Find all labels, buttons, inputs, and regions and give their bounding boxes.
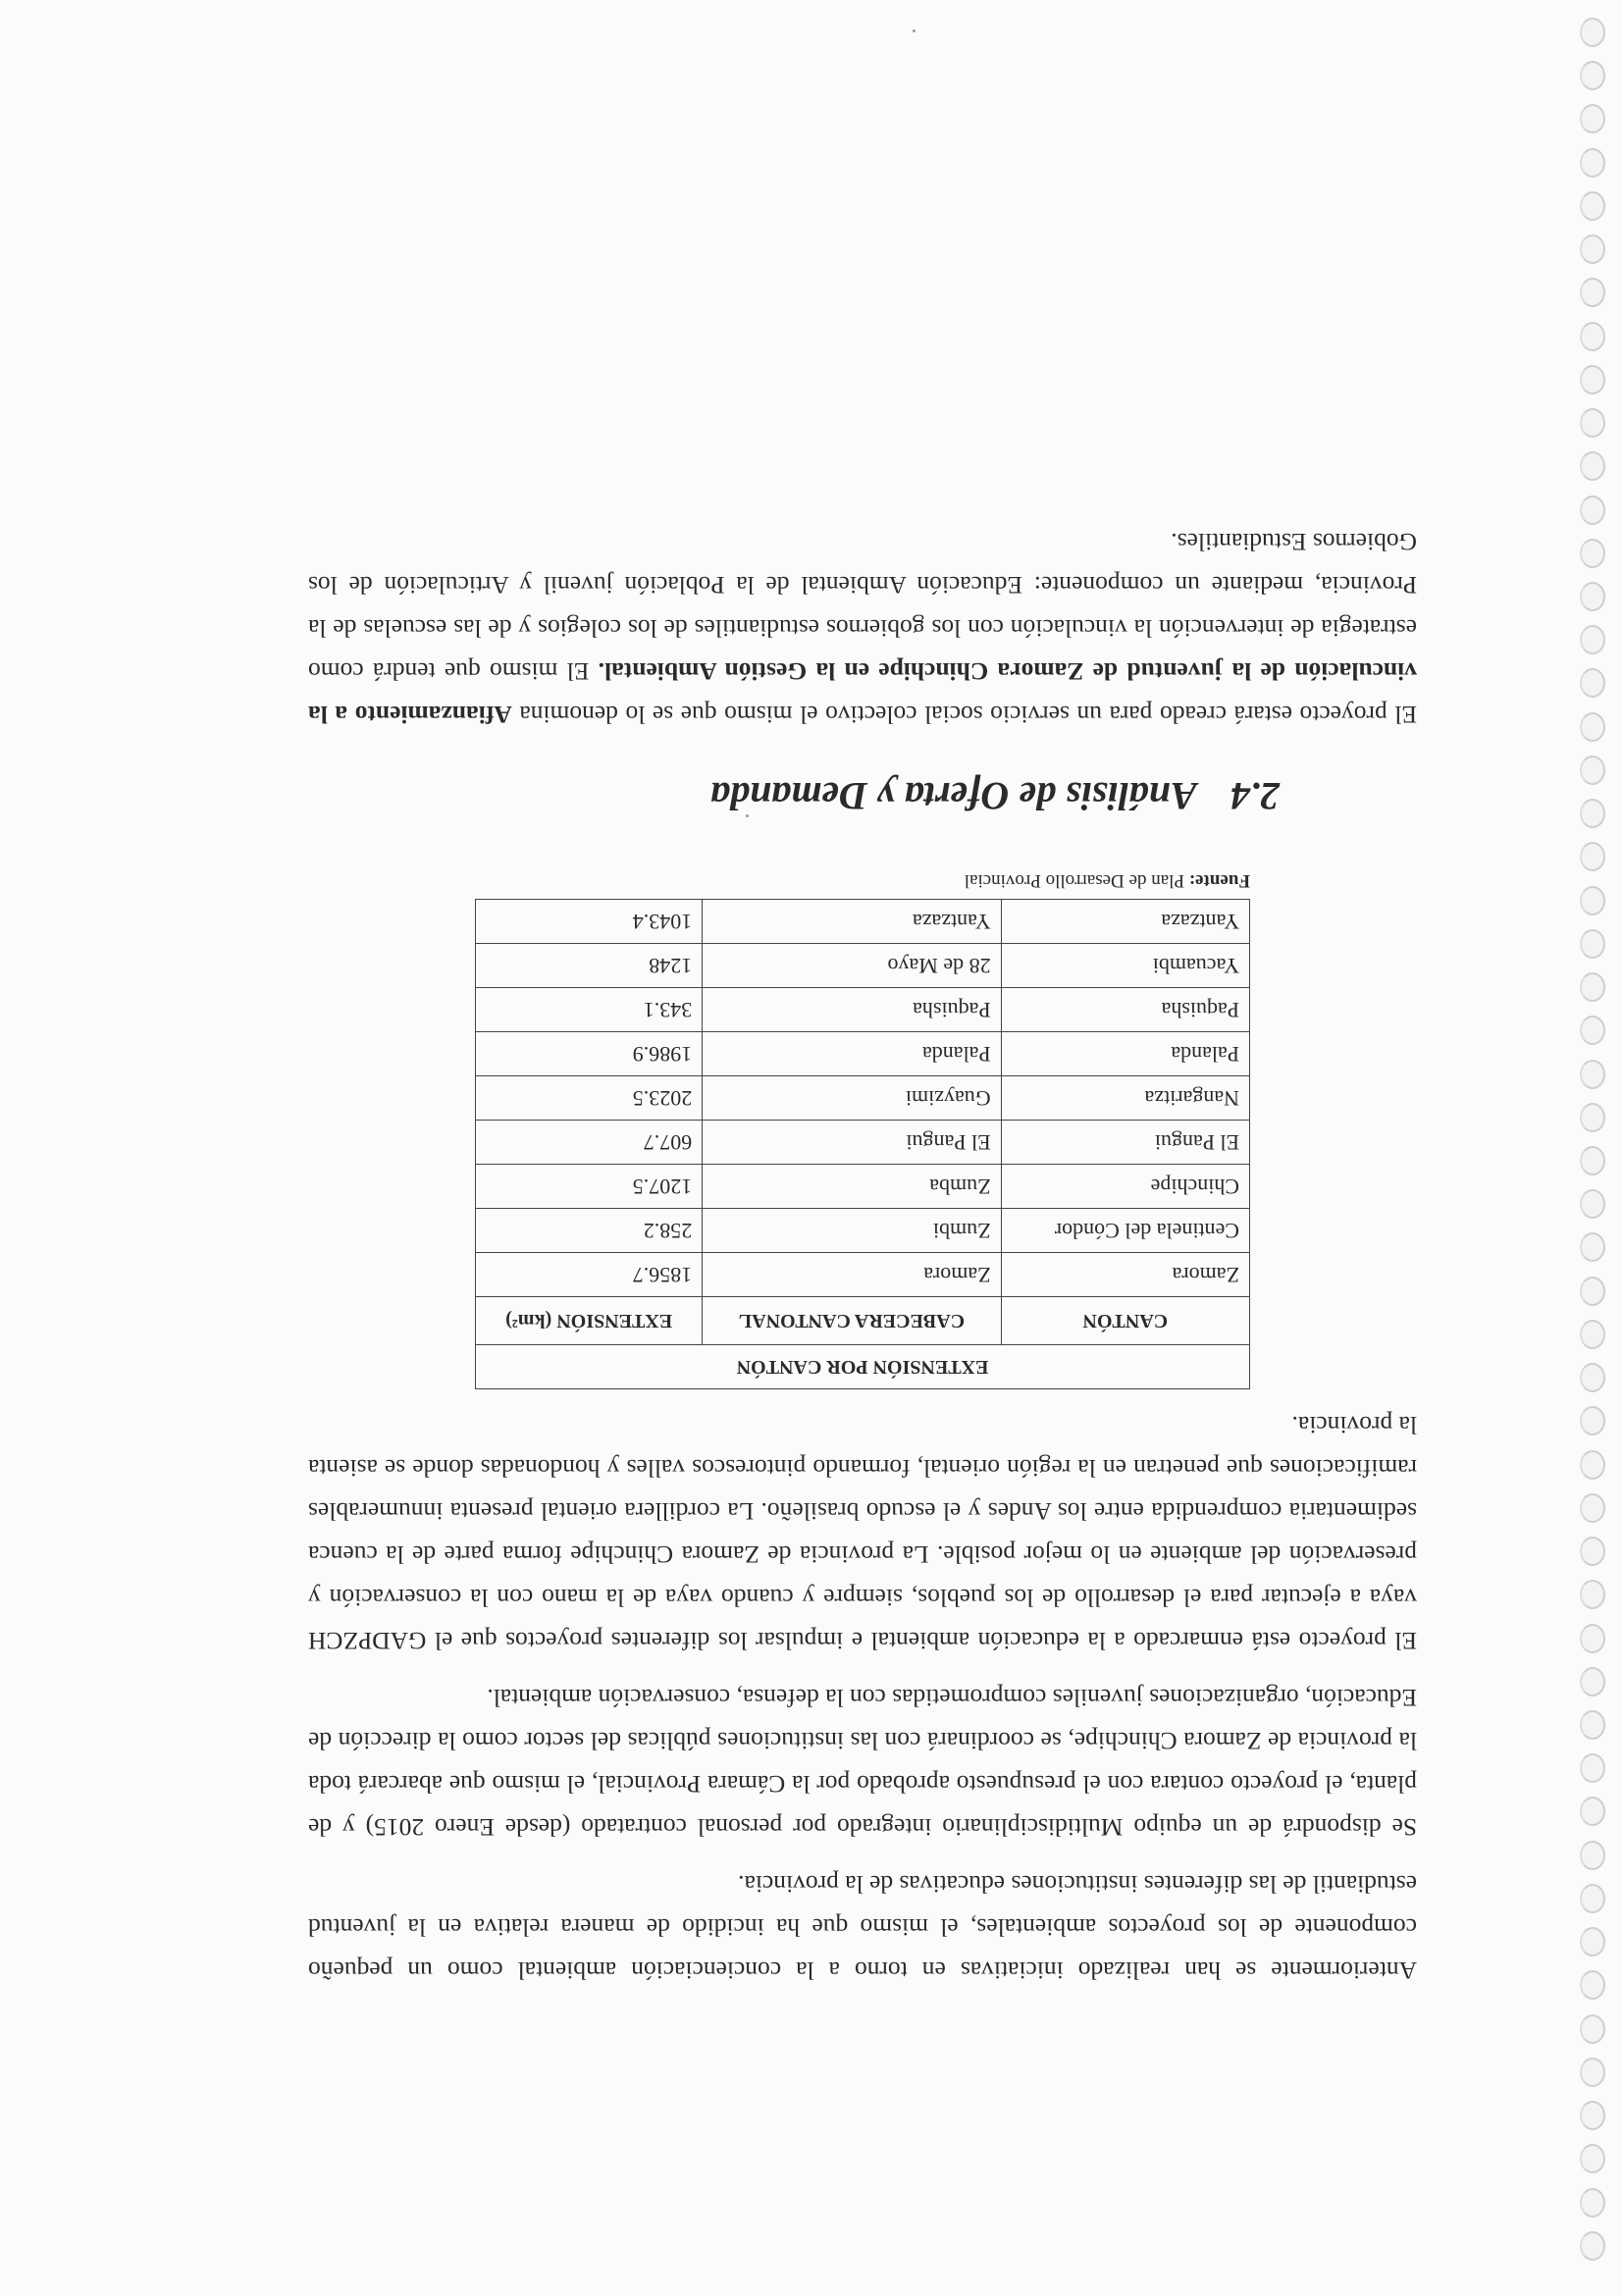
column-header: CABECERA CANTONAL — [703, 1297, 1001, 1345]
table-source — [475, 865, 1250, 895]
paragraph: Anteriormente se han realizado iniciativas en torno a la concienciación ambiental como un pequeño componente de los proyectos ambientales, el mismo que ha incidido de manera relativa en la juventud estudiantil de las diferentes instituciones educativas de la provincia. — [308, 1870, 1417, 1985]
table-cell: Centinela del Cóndor — [1001, 1209, 1249, 1253]
table-cell: 1856.7 — [476, 1253, 703, 1297]
table-cell: Zumbi — [703, 1209, 1001, 1253]
table-cell: Paquisha — [1001, 988, 1249, 1032]
table-cell: Zumba — [703, 1165, 1001, 1209]
table-row — [476, 900, 1250, 944]
table-cell: 1207.5 — [476, 1165, 703, 1209]
table-cell: Chinchipe — [1001, 1165, 1249, 1209]
table-cell: El Pangui — [1001, 1121, 1249, 1165]
table-row — [476, 1165, 1250, 1209]
table-cell: 28 de Mayo — [703, 944, 1001, 988]
table-row — [476, 1076, 1250, 1121]
table-cell: Guayzimi — [703, 1076, 1001, 1121]
table-cell: El Pangui — [703, 1121, 1001, 1165]
source-label: Fuente: — [1188, 870, 1250, 891]
document-body — [308, 506, 1417, 1992]
table-cell: 1986.9 — [476, 1032, 703, 1076]
table-cell: 1043.4 — [476, 900, 703, 944]
extension-table — [475, 899, 1250, 1389]
table-row — [476, 1209, 1250, 1253]
table-cell: Zamora — [703, 1253, 1001, 1297]
table-cell: Zamora — [1001, 1253, 1249, 1297]
table-cell: 343.1 — [476, 988, 703, 1032]
table-cell: 258.2 — [476, 1209, 703, 1253]
column-header: CANTÓN — [1001, 1297, 1249, 1345]
column-header: EXTENSIÓN (km²) — [476, 1297, 703, 1345]
paragraph-intro: El proyecto estará creado para un servicio social colectivo el mismo que se lo denomina — [519, 701, 1417, 729]
table-cell: Yantzaza — [703, 900, 1001, 944]
source-text: Plan de Desarrollo Provincial — [964, 870, 1184, 891]
table-row — [476, 988, 1250, 1032]
paragraph: El proyecto está enmarcado a la educación ambiental e impulsar los diferentes proyectos que el GADPZCH vaya a ejecutar para el desarrollo de los pueblos, siempre y cuando vaya de la mano con la conservación y preservación del ambiente en lo mejor posible. La provincia de Zamora Chinchipe forma parte de la cuenca sedimentaria comprendida entre los Andes y el escudo brasileño. La cordillera oriental presenta innumerables ramificaciones que penetran en la región oriental, formando pintorescos valles y hondonadas donde se asienta la provincia. — [308, 1411, 1417, 1655]
table-row — [476, 1121, 1250, 1165]
table-cell: Yacuambi — [1001, 944, 1249, 988]
table-cell: 2023.5 — [476, 1076, 703, 1121]
table-row — [476, 1253, 1250, 1297]
section-number: 2.4 — [1230, 774, 1280, 818]
table-cell: Yantzaza — [1001, 900, 1249, 944]
table-cell: Nangaritza — [1001, 1076, 1249, 1121]
table-cell: 1248 — [476, 944, 703, 988]
project-name: Afianzamiento a la vinculación de la juventud de Zamora Chinchipe en la Gestión Ambiental. — [308, 657, 1417, 729]
table-cell: Palanda — [1001, 1032, 1249, 1076]
paragraph-rest: El mismo que tendrá como estrategia de intervención la vinculación con los gobiernos estudiantiles de los colegios y de las escuelas de la Provincia, mediante un componente: Educación Ambiental de la Población juvenil y Articulación de los Gobiernos Estudiantiles. — [308, 528, 1417, 686]
paragraph — [308, 520, 1417, 736]
section-title: Análisis de Oferta y Demanda — [709, 774, 1197, 818]
table-cell: Palanda — [703, 1032, 1001, 1076]
table-row — [476, 944, 1250, 988]
section-heading — [308, 769, 1280, 822]
table-cell: Paquisha — [703, 988, 1001, 1032]
table-caption: EXTENSIÓN POR CANTÓN — [476, 1345, 1250, 1389]
paragraph: Se dispondrá de un equipo Multidisciplinario integrado por personal contratado (desde Enero 2015) y de planta, el proyecto contara con el presupuesto aprobado por la Cámara Provincial, el mismo que abarcará toda la provincia de Zamora Chinchipe, se coordinará con las instituciones públicas del sector como la dirección de Educación, organizaciones juveniles comprometidas con la defensa, conservación ambiental. — [308, 1684, 1417, 1842]
table-row — [476, 1032, 1250, 1076]
table-cell: 607.7 — [476, 1121, 703, 1165]
